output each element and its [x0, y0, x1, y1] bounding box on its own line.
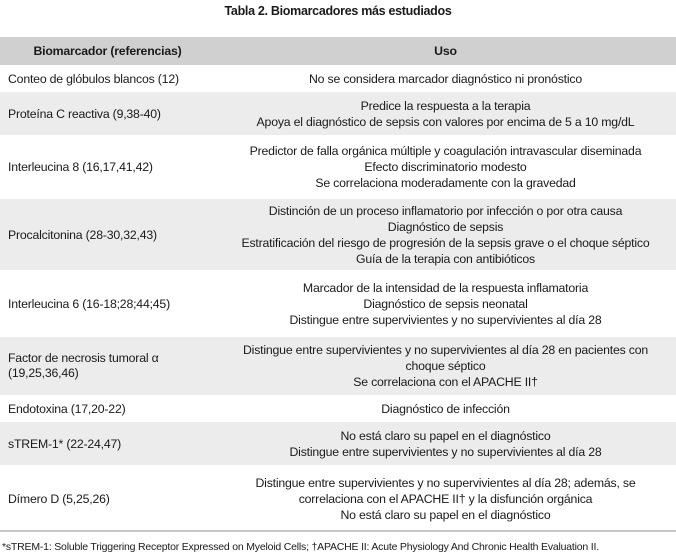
uso-line: No está claro su papel en el diagnóstico: [340, 428, 551, 443]
uso-line: Distingue entre supervivientes y no supervivientes al día 28: [289, 312, 602, 327]
uso-line: Apoya el diagnóstico de sepsis con valores por encima de 5 a 10 mg/dL: [256, 114, 635, 129]
uso-cell: [215, 271, 676, 336]
uso-cell: [215, 336, 676, 396]
uso-line: Se correlaciona moderadamente con la gravedad: [315, 176, 576, 190]
uso-line: Diagnóstico de sepsis: [387, 219, 504, 234]
biomarker-cell: Interleucina 6 (16-18;28;44;45): [0, 271, 215, 336]
uso-line: Distingue entre supervivientes y no supervivientes al día 28: [289, 444, 602, 459]
biomarker-cell: Endotoxina (17,20-22): [0, 396, 215, 421]
biomarker-cell: Conteo de glóbulos blancos (12): [0, 66, 215, 91]
uso-line: Estratificación del riesgo de progresión de la sepsis grave o el choque séptico: [241, 235, 650, 250]
header-uso: Uso: [215, 37, 676, 66]
table-row: [0, 466, 676, 531]
uso-cell: [215, 396, 676, 421]
table-row: [0, 66, 676, 91]
table-row: [0, 336, 676, 396]
uso-cell: [215, 66, 676, 91]
biomarker-cell: Procalcitonina (28-30,32,43): [0, 198, 215, 271]
biomarker-cell: Proteína C reactiva (9,38-40): [0, 91, 215, 136]
header-biomarker: Biomarcador (referencias): [0, 37, 215, 66]
table-row: [0, 271, 676, 336]
biomarkers-table: [0, 37, 676, 532]
uso-line: Diagnóstico de sepsis neonatal: [363, 296, 528, 311]
uso-cell: [215, 421, 676, 466]
table-row: [0, 91, 676, 136]
biomarker-cell: sTREM-1* (22-24,47): [0, 421, 215, 466]
uso-line: No se considera marcador diagnóstico ni pronóstico: [309, 71, 582, 86]
biomarker-cell: Factor de necrosis tumoral α (19,25,36,46): [0, 336, 215, 396]
table-title: Tabla 2. Biomarcadores más estudiados: [224, 4, 452, 18]
uso-line: Guía de la terapia con antibióticos: [356, 251, 535, 266]
uso-cell: [215, 198, 676, 271]
uso-line: Se correlaciona con el APACHE II†: [353, 375, 538, 389]
table-row: [0, 396, 676, 421]
uso-line: Predice la respuesta a la terapia: [360, 98, 531, 113]
uso-line: Efecto discriminatorio modesto: [364, 160, 527, 174]
uso-cell: [215, 466, 676, 531]
uso-cell: [215, 91, 676, 136]
uso-line: Predictor de falla orgánica múltiple y coagulación intravascular diseminada: [249, 144, 642, 158]
uso-line: Marcador de la intensidad de la respuesta inflamatoria: [302, 280, 589, 295]
uso-line: No está claro su papel en el diagnóstico: [340, 507, 551, 522]
uso-line: Distingue entre supervivientes y no supervivientes al día 28; además, se correlaciona con el APACHE II† y la disfunción orgánica: [255, 475, 636, 506]
table-row: [0, 421, 676, 466]
uso-line: Diagnóstico de infección: [381, 401, 510, 416]
uso-line: Distinción de un proceso inflamatorio por infección o por otra causa: [268, 203, 623, 218]
table-row: [0, 198, 676, 271]
biomarker-cell: Interleucina 8 (16,17,41,42): [0, 136, 215, 198]
uso-line: Distingue entre supervivientes y no supervivientes al día 28 en pacientes con choque séptico: [243, 343, 648, 373]
table-bottom-rule: [0, 530, 676, 532]
footnote: *sTREM-1: Soluble Triggering Receptor Expressed on Myeloid Cells; †APACHE II: Acute Physiology And Chronic Health Evaluation II.: [2, 541, 599, 553]
table-header-row: [0, 37, 676, 66]
uso-cell: [215, 136, 676, 198]
table-row: [0, 136, 676, 198]
biomarker-cell: Dímero D (5,25,26): [0, 466, 215, 531]
